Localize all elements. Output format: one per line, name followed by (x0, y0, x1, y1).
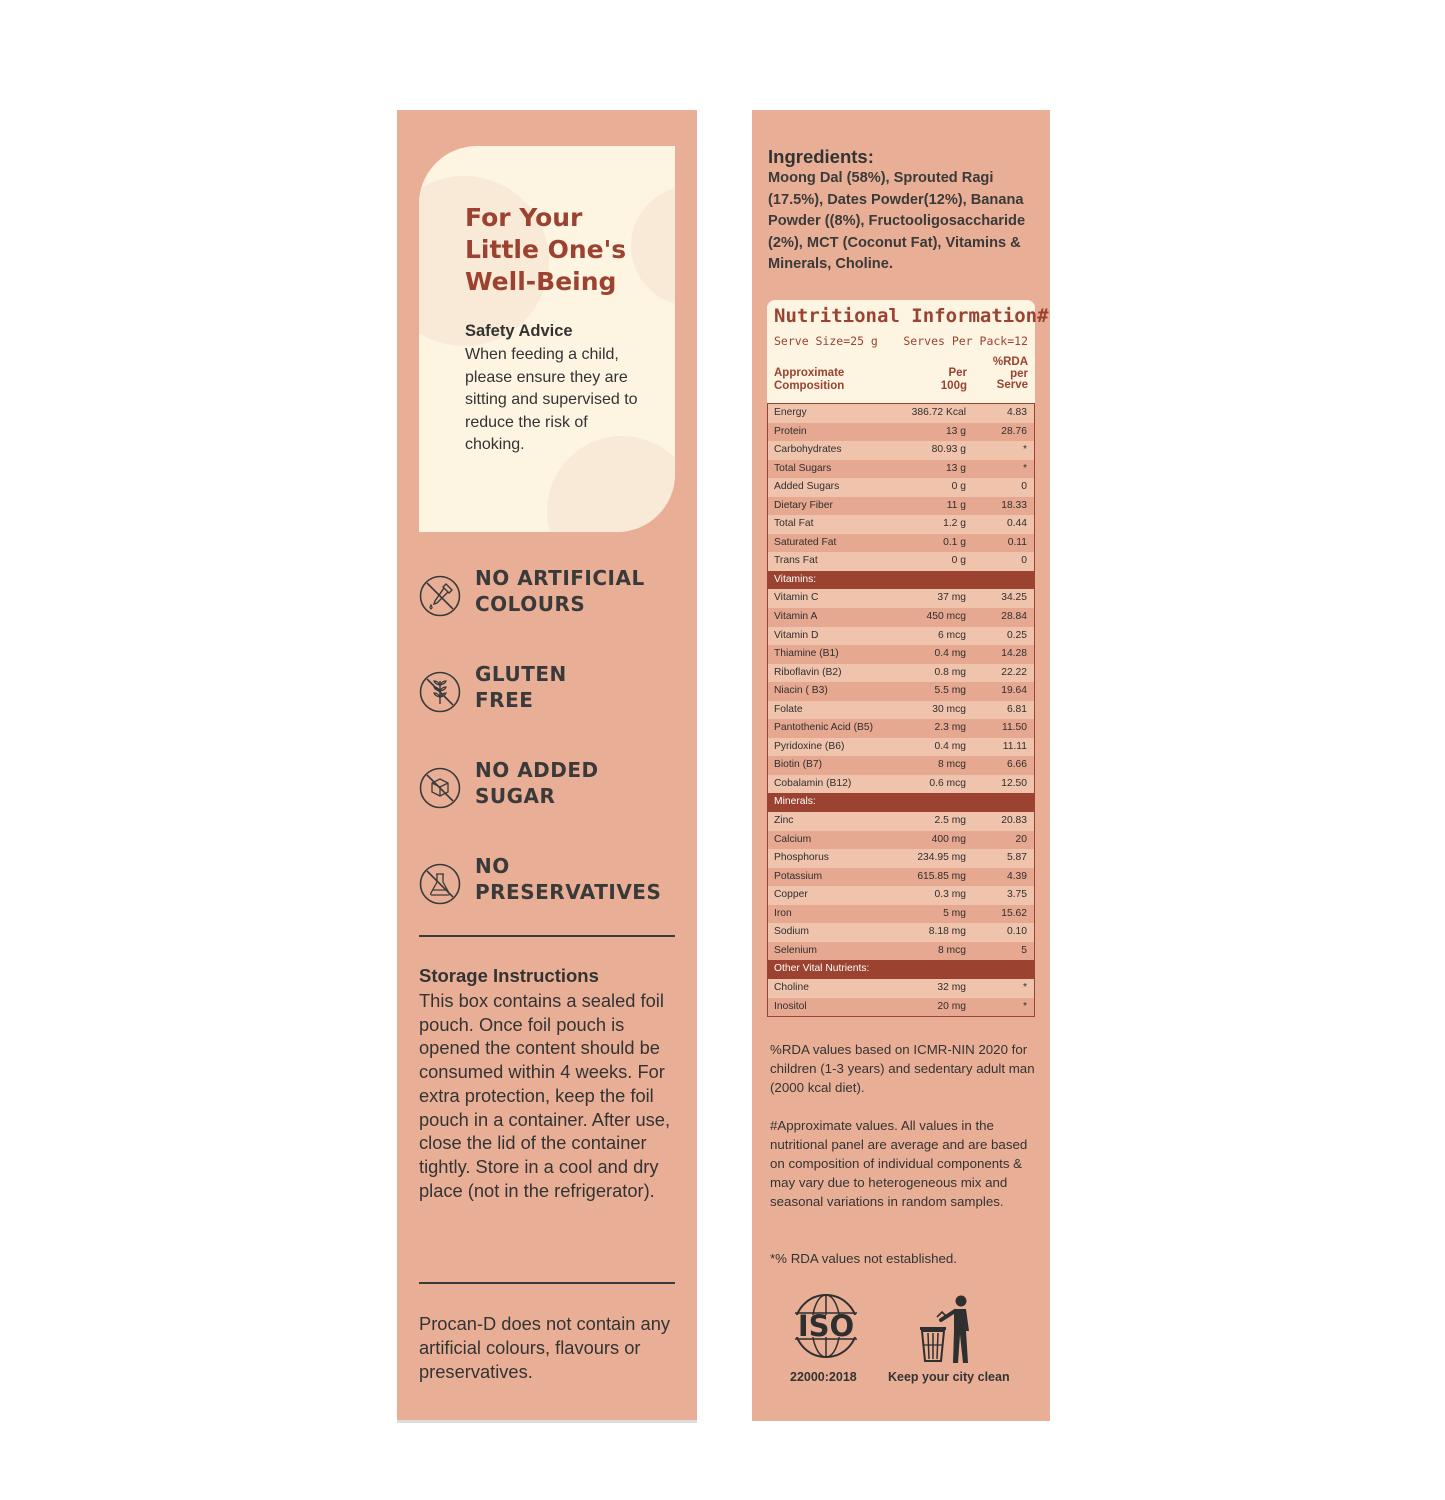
column-header-rda: %RDA per Serve (992, 356, 1028, 391)
per-100g-value: 0.4 mg (934, 648, 966, 660)
nutrient-name: Dietary Fiber (774, 499, 833, 511)
nutrition-row (768, 979, 1034, 998)
per-100g-value: 6 mcg (937, 629, 966, 641)
card-title: For Your Little One's Well-Being (465, 203, 627, 296)
per-100g-value: 0.6 mcg (929, 777, 966, 789)
rda-value: 28.76 (1001, 425, 1027, 437)
nutrition-row (768, 719, 1034, 738)
iso-globe-icon (790, 1293, 862, 1359)
nutrition-row (768, 664, 1034, 683)
per-100g-value: 0 g (951, 555, 966, 567)
litter-bin-icon (917, 1293, 979, 1365)
storage-heading: Storage Instructions (419, 965, 599, 986)
rda-value: 22.22 (1001, 666, 1027, 678)
rda-value: 12.50 (1001, 777, 1027, 789)
per-100g-value: 0.8 mg (934, 666, 966, 678)
rda-value: * (1022, 444, 1027, 456)
per-100g-value: 2.5 mg (934, 815, 966, 827)
divider (419, 935, 675, 937)
per-100g-value: 8 mcg (937, 944, 966, 956)
claim-no-artificial-colours (419, 565, 689, 625)
safety-card (419, 146, 675, 532)
claim-label (475, 565, 645, 617)
claim-label (475, 757, 599, 809)
rda-value: * (1022, 462, 1027, 474)
rda-not-established-note: *% RDA values not established. (770, 1251, 958, 1266)
per-100g-value: 400 mg (931, 833, 966, 845)
nutrient-name: Folate (774, 703, 803, 715)
per-100g-value: 0.1 g (943, 536, 966, 548)
nutrient-name: Energy (774, 407, 807, 418)
nutrition-row (768, 645, 1034, 664)
rda-value: 3.75 (1006, 889, 1027, 901)
nutrition-row (768, 831, 1034, 850)
nutrition-row (768, 998, 1034, 1017)
per-100g-value: 450 mcg (926, 611, 966, 623)
per-100g-value: 20 mg (937, 1000, 966, 1012)
claim-no-added-sugar (419, 757, 689, 817)
nutrition-row (768, 942, 1034, 961)
rda-value: 4.83 (1006, 407, 1027, 418)
nutrition-row (768, 849, 1034, 868)
nutrient-name: Zinc (774, 815, 794, 827)
nutrient-name: Vitamin D (774, 629, 819, 641)
nutrient-name: Added Sugars (774, 481, 840, 493)
rda-value: 34.25 (1001, 592, 1027, 604)
nutrient-name: Cobalamin (B12) (774, 777, 852, 789)
nutrition-row (768, 923, 1034, 942)
right-panel (752, 110, 1050, 1421)
claim-label (475, 853, 661, 905)
iso-logo-text: ISO (797, 1309, 855, 1343)
per-100g-value: 11 g (946, 499, 966, 511)
claim-label (475, 661, 567, 713)
claim-label-line: FREE (475, 688, 534, 712)
nutrition-section-header (768, 571, 1034, 590)
claim-label-line: NO (475, 854, 510, 878)
iso-caption: 22000:2018 (790, 1370, 857, 1384)
rda-value: 18.33 (1001, 499, 1027, 511)
per-100g-value: 5.5 mg (934, 685, 966, 697)
ingredients-text: Moong Dal (58%), Sprouted Ragi (17.5%), Dates Powder(12%), Banana Powder ((8%), Fructooligosaccharide (2%), MCT (Coconut Fat), Vitamins & Minerals, Choline. (768, 170, 1026, 272)
nutrition-title: Nutritional Information# (774, 305, 1049, 327)
safety-heading: Safety Advice (465, 322, 573, 340)
claim-no-preservatives (419, 853, 689, 913)
per-100g-value: 80.93 g (931, 444, 966, 456)
nutrient-name: Trans Fat (774, 555, 818, 567)
divider (419, 1282, 675, 1284)
section-label: Other Vital Nutrients: (774, 963, 870, 975)
nutrient-name: Selenium (774, 944, 817, 956)
nutrition-row (768, 478, 1034, 497)
ingredients-heading: Ingredients: (768, 146, 874, 167)
approximate-values-note: #Approximate values. All values in the nutritional panel are average and are based on composition of individual components & may vary due to heterogeneous mix and seasonal variations in random samples. (770, 1118, 1028, 1209)
claim-label-line: SUGAR (475, 784, 556, 808)
nutrient-name: Copper (774, 889, 808, 901)
no-additives-statement: Procan-D does not contain any artificial colours, flavours or preservatives. (419, 1313, 671, 1382)
rda-value: 0.10 (1006, 926, 1027, 938)
nutrient-name: Pyridoxine (B6) (774, 740, 845, 752)
nutrient-name: Sodium (774, 926, 809, 938)
nutrition-row (768, 701, 1034, 720)
nutrient-name: Vitamin A (774, 611, 818, 623)
no-preservatives-icon (419, 863, 461, 905)
nutrient-name: Thiamine (B1) (774, 648, 839, 660)
nutrition-row (768, 441, 1034, 460)
nutrient-name: Saturated Fat (774, 536, 837, 548)
per-100g-value: 0.3 mg (934, 889, 966, 901)
serve-size: Serve Size=25 g (774, 334, 878, 348)
per-100g-value: 13 g (945, 425, 966, 437)
column-header-composition: Approximate Composition (774, 367, 845, 392)
nutrient-name: Biotin (B7) (774, 759, 823, 771)
nutrient-name: Total Sugars (774, 462, 832, 474)
rda-value: 28.84 (1001, 611, 1027, 623)
nutrition-row (768, 905, 1034, 924)
safety-text: When feeding a child, please ensure they are sitting and supervised to reduce the risk of choking. (465, 346, 638, 454)
rda-value: 11.50 (1001, 722, 1027, 734)
claim-label-line: COLOURS (475, 592, 586, 616)
rda-value: 6.66 (1006, 759, 1027, 771)
rda-note: %RDA values based on ICMR-NIN 2020 for children (1-3 years) and sedentary adult man (2000 kcal diet). (770, 1042, 1035, 1095)
nutrition-row (768, 534, 1034, 553)
nutrition-row (768, 682, 1034, 701)
claim-label-line: GLUTEN (475, 662, 567, 686)
no-artificial-colours-icon (419, 575, 461, 617)
rda-value: * (1022, 981, 1027, 993)
nutrition-row (768, 589, 1034, 608)
nutrition-rows (767, 403, 1035, 1017)
section-label: Vitamins: (774, 573, 817, 585)
rda-value: 0.44 (1006, 518, 1027, 530)
per-100g-value: 0 g (951, 481, 966, 493)
nutrient-name: Inositol (774, 1000, 807, 1012)
per-100g-value: 386.72 Kcal (911, 407, 966, 418)
nutrition-header (767, 300, 1049, 404)
per-100g-value: 234.95 mg (917, 852, 966, 864)
nutrition-table (767, 300, 1049, 1014)
rda-value: 11.11 (1002, 740, 1027, 752)
per-100g-value: 1.2 g (943, 518, 966, 530)
nutrient-name: Total Fat (774, 518, 814, 530)
nutrient-name: Protein (774, 425, 807, 437)
nutrition-row (768, 608, 1034, 627)
per-100g-value: 13 g (945, 462, 966, 474)
claim-label-line: PRESERVATIVES (475, 880, 662, 904)
per-100g-value: 0.4 mg (934, 740, 966, 752)
claim-gluten-free (419, 661, 689, 721)
rda-value: 6.81 (1006, 703, 1027, 715)
nutrition-section-header (768, 793, 1034, 812)
nutrient-name: Riboflavin (B2) (774, 666, 842, 678)
claim-label-line: NO ADDED (475, 758, 599, 782)
nutrient-name: Calcium (774, 833, 812, 845)
nutrition-row (768, 775, 1034, 794)
nutrition-row (768, 756, 1034, 775)
nutrition-row (768, 552, 1034, 571)
per-100g-value: 30 mcg (932, 703, 966, 715)
nutrition-section-header (768, 960, 1034, 979)
nutrient-name: Carbohydrates (774, 444, 842, 456)
no-added-sugar-icon (419, 767, 461, 809)
nutrition-row (768, 738, 1034, 757)
claim-label-line: NO ARTIFICIAL (475, 566, 645, 590)
nutrient-name: Choline (774, 981, 809, 993)
per-100g-value: 2.3 mg (934, 722, 966, 734)
rda-value: 5 (1021, 944, 1027, 956)
gluten-free-icon (419, 671, 461, 713)
per-100g-value: 32 mg (937, 981, 966, 993)
nutrient-name: Potassium (774, 870, 823, 882)
left-panel (397, 110, 697, 1423)
per-100g-value: 8.18 mg (928, 926, 966, 938)
section-label: Minerals: (774, 796, 816, 808)
rda-value: 0.25 (1006, 629, 1027, 641)
nutrient-name: Phosphorus (774, 852, 829, 864)
nutrition-row (768, 886, 1034, 905)
rda-value: 15.62 (1001, 907, 1027, 919)
column-header-per-100g: Per 100g (940, 367, 967, 392)
nutrition-row (768, 515, 1034, 534)
rda-value: 20.83 (1001, 815, 1027, 827)
nutrient-name: Vitamin C (774, 592, 819, 604)
nutrition-row (768, 497, 1034, 516)
nutrient-name: Pantothenic Acid (B5) (774, 722, 874, 734)
storage-text: This box contains a sealed foil pouch. Once foil pouch is opened the content should be consumed within 4 weeks. For extra protection, keep the foil pouch in a container. After use, close the lid of the container tightly. Store in a cool and dry place (not in the refrigerator). (419, 990, 671, 1201)
per-100g-value: 37 mg (937, 592, 966, 604)
rda-value: 4.39 (1006, 870, 1027, 882)
rda-value: 14.28 (1001, 648, 1027, 660)
nutrition-row (768, 627, 1034, 646)
rda-value: 0.11 (1007, 536, 1027, 548)
nutrition-row (768, 868, 1034, 887)
nutrient-name: Niacin ( B3) (774, 685, 828, 697)
rda-value: * (1022, 1000, 1027, 1012)
nutrient-name: Iron (774, 907, 792, 919)
nutrition-row (768, 423, 1034, 442)
rda-value: 0 (1021, 555, 1027, 567)
bin-caption: Keep your city clean (888, 1370, 1010, 1384)
nutrition-row (768, 812, 1034, 831)
rda-value: 5.87 (1006, 852, 1027, 864)
nutrition-row (768, 404, 1034, 423)
rda-value: 20 (1015, 833, 1027, 845)
per-100g-value: 8 mcg (937, 759, 966, 771)
rda-value: 0 (1021, 481, 1027, 493)
per-100g-value: 5 mg (943, 907, 966, 919)
rda-value: 19.64 (1001, 685, 1027, 697)
nutrition-row (768, 460, 1034, 479)
serves-per-pack: Serves Per Pack=12 (903, 334, 1028, 348)
per-100g-value: 615.85 mg (917, 870, 966, 882)
